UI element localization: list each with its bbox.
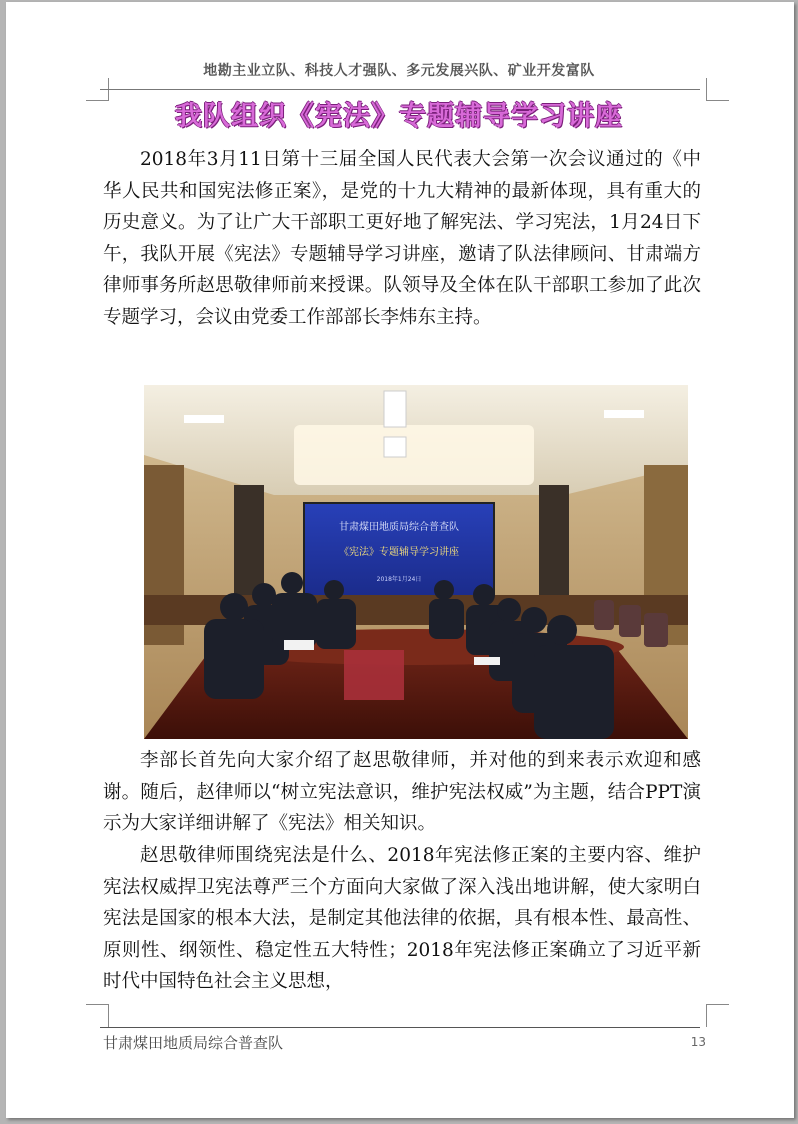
screen-text-3: 2018年1月24日 xyxy=(376,576,422,583)
crop-mark-bottom-left xyxy=(86,1004,109,1027)
screen-text-1: 甘肃煤田地质局综合普查队 xyxy=(339,522,459,533)
meeting-photo xyxy=(144,385,688,739)
footer-org: 甘肃煤田地质局综合普查队 xyxy=(103,1034,284,1052)
page-number: 13 xyxy=(690,1035,706,1049)
paragraph-1: 2018年3月11日第十三届全国人民代表大会第一次会议通过的《中华人民共和国宪法修正案》，是党的十九大精神的最新体现，具有重大的历史意义。为了让广大干部职工更好地了解宪法、学习宪法，1月24日下午，我队开展《宪法》专题辅导学习讲座，邀请了队法律顾问、甘肃端方律师事务所赵思敬律师前来授课。队领导及全体在队干部职工参加了此次专题学习，会议由党委工作部部长李炜东主持。 xyxy=(103,149,701,328)
article-title: 我队组织《宪法》专题辅导学习讲座 xyxy=(175,101,623,132)
crop-mark-bottom-right xyxy=(706,1004,729,1027)
paragraph-3: 赵思敬律师围绕宪法是什么、2018年宪法修正案的主要内容、维护宪法权威捍卫宪法尊严三个方面向大家做了深入浅出地讲解，使大家明白宪法是国家的根本大法，是制定其他法律的依据，具有根本性、最高性、原则性、纲领性、稳定性五大特性；2018年宪法修正案确立了习近平新时代中国特色社会主义思想， xyxy=(103,845,701,993)
header-rule xyxy=(100,89,700,90)
screen-text-2: 《宪法》专题辅导学习讲座 xyxy=(339,547,459,558)
paragraph-2: 李部长首先向大家介绍了赵思敬律师，并对他的到来表示欢迎和感谢。随后，赵律师以“树立宪法意识，维护宪法权威”为主题，结合PPT演示为大家详细讲解了《宪法》相关知识。 xyxy=(103,750,701,835)
footer-rule xyxy=(100,1027,700,1028)
page-header: 地勘主业立队、科技人才强队、多元发展兴队、矿业开发富队 xyxy=(203,63,595,79)
